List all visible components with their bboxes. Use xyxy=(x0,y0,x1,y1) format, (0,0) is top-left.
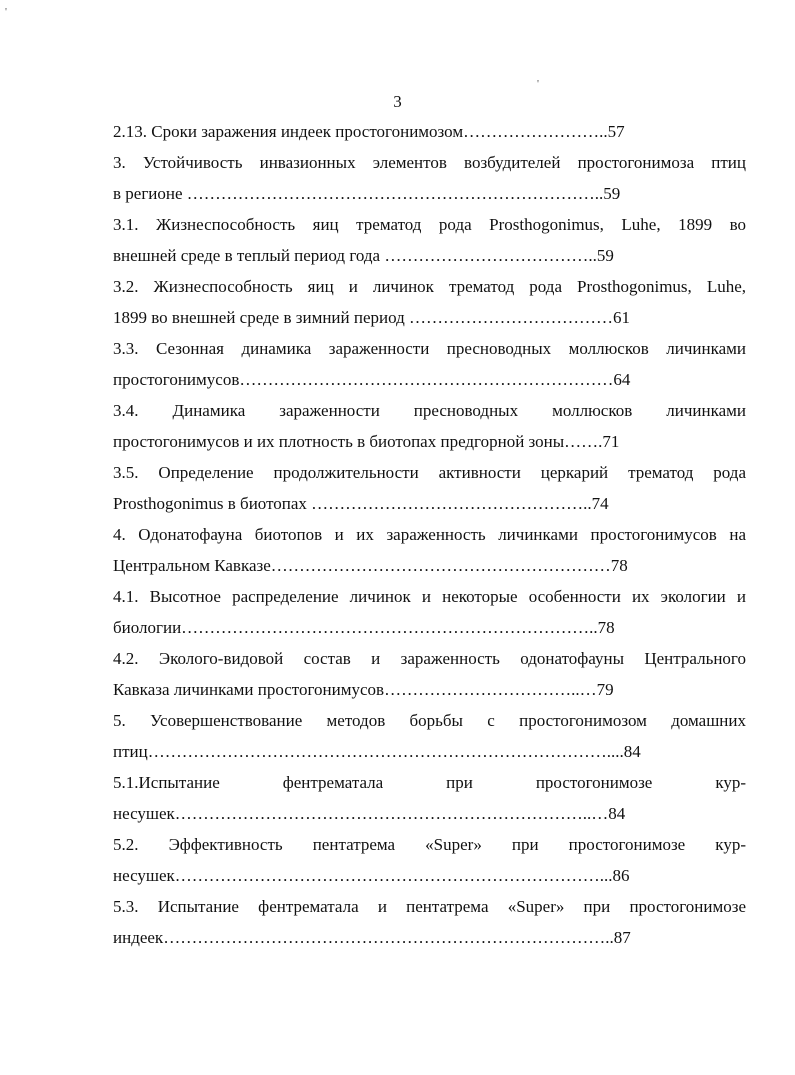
toc-line: Кавказа личинками простогонимусов……………………………..…79 xyxy=(113,680,614,699)
toc-line: 5.3. Испытание фентрематала и пентатрема «Super» при простогонимозе xyxy=(113,897,746,916)
stray-mark-top: ' xyxy=(537,78,539,90)
toc-entry-3-4 xyxy=(113,395,746,457)
toc-line: 4.2. Эколого-видовой состав и зараженность одонатофауны Центрального xyxy=(113,649,746,668)
toc-line: 3.2. Жизнеспособность яиц и личинок трематод рода Prosthogonimus, Luhe, xyxy=(113,277,746,296)
toc-line: несушек…………………………………………………………………...86 xyxy=(113,866,630,885)
toc-entry-5-2 xyxy=(113,829,746,891)
stray-mark-left: ' xyxy=(5,6,7,18)
toc-line: в регионе ………………………………………………………………..59 xyxy=(113,184,621,203)
toc-entry-3-5 xyxy=(113,457,746,519)
toc-line: 5.2. Эффективность пентатрема «Super» при простогонимозе кур- xyxy=(113,835,746,854)
toc-line: 3.1. Жизнеспособность яиц трематод рода Prosthogonimus, Luhe, 1899 во xyxy=(113,215,746,234)
toc-line: простогонимусов…………………………………………………………64 xyxy=(113,370,631,389)
toc-entry-5 xyxy=(113,705,746,767)
toc-entry-2-13 xyxy=(113,116,746,147)
toc-line: 1899 во внешней среде в зимний период ………………………………61 xyxy=(113,308,631,327)
toc-line: 3. Устойчивость инвазионных элементов возбудителей простогонимоза птиц xyxy=(113,153,746,172)
toc-entry-3 xyxy=(113,147,746,209)
toc-entry-4 xyxy=(113,519,746,581)
toc-line: 3.3. Сезонная динамика зараженности пресноводных моллюсков личинками xyxy=(113,339,746,358)
toc-line: 3.5. Определение продолжительности активности церкарий трематод рода xyxy=(113,463,746,482)
page-number: 3 xyxy=(393,92,402,111)
toc-line: биологии………………………………………………………………..78 xyxy=(113,618,615,637)
toc-line: птиц………………………………………………………………………....84 xyxy=(113,742,641,761)
toc-line: индеек……………………………………………………………………..87 xyxy=(113,928,631,947)
toc-line: несушек………………………………………………………………..…84 xyxy=(113,804,626,823)
toc-line: Prosthogonimus в биотопах …………………………………………..74 xyxy=(113,494,609,513)
toc-line: простогонимусов и их плотность в биотопах предгорной зоны…….71 xyxy=(113,432,620,451)
toc-line: Центральном Кавказе……………………………………………………78 xyxy=(113,556,628,575)
toc-entry-3-2 xyxy=(113,271,746,333)
toc-line: 5. Усовершенствование методов борьбы с простогонимозом домашних xyxy=(113,711,746,730)
toc-entry-5-3 xyxy=(113,891,746,953)
toc-entry-4-1 xyxy=(113,581,746,643)
toc-entry-4-2 xyxy=(113,643,746,705)
toc-entry-3-3 xyxy=(113,333,746,395)
toc-line: 5.1.Испытание фентрематала при простогонимозе кур- xyxy=(113,773,746,792)
table-of-contents xyxy=(113,116,746,953)
toc-line: внешней среде в теплый период года ………………………………..59 xyxy=(113,246,614,265)
toc-line: 2.13. Сроки заражения индеек простогонимозом……………………..57 xyxy=(113,122,625,141)
toc-entry-5-1 xyxy=(113,767,746,829)
toc-line: 4.1. Высотное распределение личинок и некоторые особенности их экологии и xyxy=(113,587,746,606)
toc-entry-3-1 xyxy=(113,209,746,271)
toc-line: 3.4. Динамика зараженности пресноводных моллюсков личинками xyxy=(113,401,746,420)
toc-line: 4. Одонатофауна биотопов и их зараженность личинками простогонимусов на xyxy=(113,525,746,544)
